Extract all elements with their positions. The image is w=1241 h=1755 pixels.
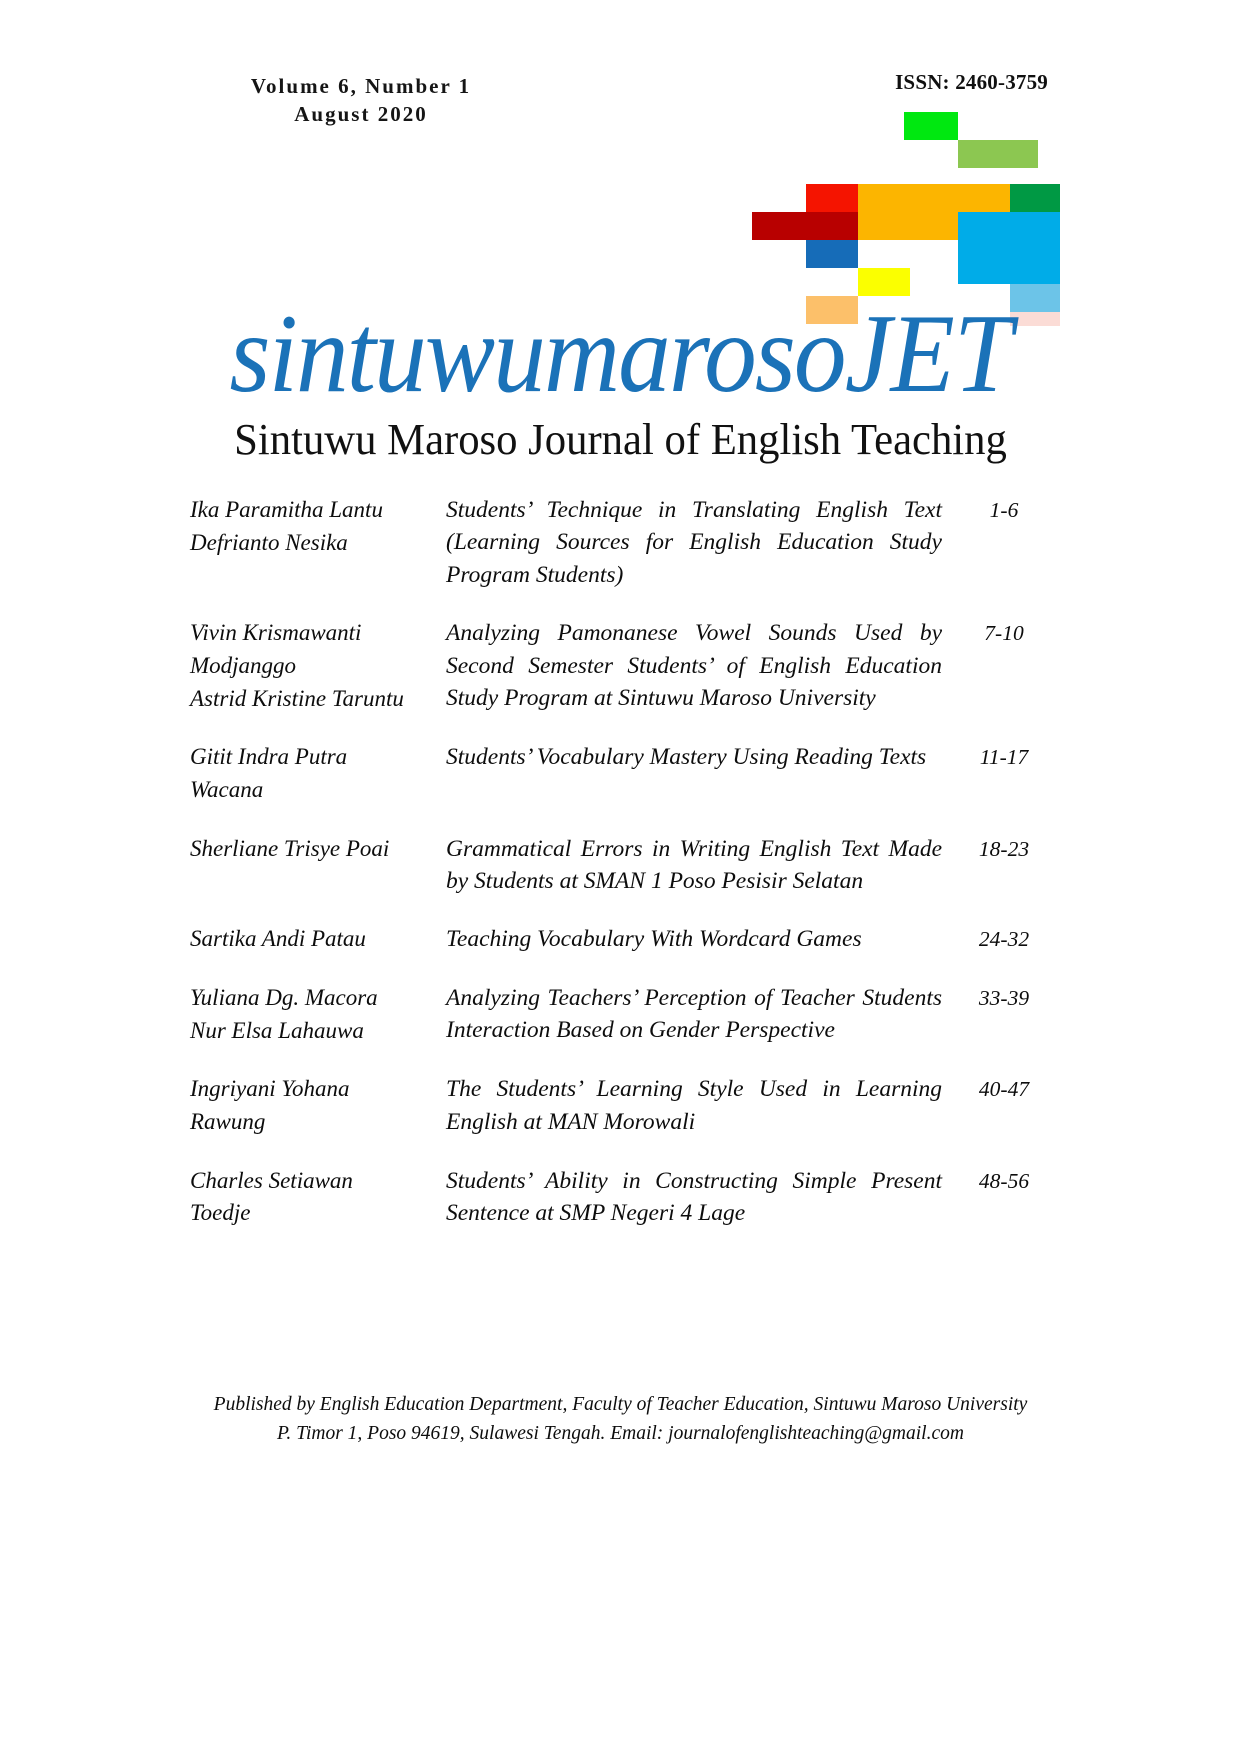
green-light-block	[958, 140, 1038, 168]
toc-entry-title[interactable]: Students’ Ability in Constructing Simple Present Sentence at SMP Negeri 4 Lage	[446, 1167, 942, 1227]
toc-entry-pages: 1-6	[989, 498, 1019, 522]
toc-entry-authors	[190, 617, 446, 715]
toc-entry-authors	[190, 1165, 446, 1230]
logotype-suffix: JET	[844, 292, 1012, 416]
toc-entry-authors	[190, 833, 446, 866]
toc-author-name: Yuliana Dg. Macora	[190, 985, 378, 1011]
toc-entry-pages: 48-56	[978, 1168, 1030, 1193]
table-of-contents	[190, 494, 1050, 1256]
publisher-footer	[0, 1390, 1241, 1449]
toc-entry[interactable]	[190, 617, 1050, 715]
toc-author-name: Sherliane Trisye Poai	[190, 835, 390, 861]
journal-logotype	[37, 292, 1204, 416]
toc-author-name: Modjanggo	[190, 652, 297, 678]
footer-publisher-line: Published by English Education Department, Faculty of Teacher Education, Sintuwu Maroso University	[213, 1394, 1028, 1415]
toc-entry[interactable]	[190, 741, 1050, 806]
toc-entry-title[interactable]: Teaching Vocabulary With Wordcard Games	[446, 926, 862, 953]
toc-author-name: Defrianto Nesika	[190, 529, 348, 555]
toc-entry-authors	[190, 982, 446, 1047]
orange-gold-block-2	[958, 184, 1010, 212]
toc-author-name: Ika Paramitha Lantu	[190, 497, 383, 522]
toc-entry-pages: 40-47	[978, 1077, 1030, 1102]
toc-entry-title[interactable]: The Students’ Learning Style Used in Learning English at MAN Morowali	[446, 1076, 942, 1135]
toc-entry-title[interactable]: Grammatical Errors in Writing English Text Made by Students at SMAN 1 Poso Pesisir Selatan	[446, 835, 942, 894]
toc-entry-authors	[190, 741, 446, 806]
red-bright-block	[806, 184, 858, 212]
toc-author-name: Wacana	[190, 776, 264, 802]
volume-number-line: Volume 6, Number 1	[250, 74, 472, 98]
blue-medium-block	[806, 240, 858, 268]
toc-author-name: Astrid Kristine Taruntu	[190, 685, 404, 711]
masthead	[0, 292, 1241, 464]
cyan-large-block	[958, 212, 1060, 284]
toc-entry-pages: 24-32	[978, 927, 1030, 952]
mosaic-logo-icon	[752, 112, 1060, 304]
toc-entry[interactable]	[190, 982, 1050, 1047]
toc-author-name: Charles Setiawan	[190, 1167, 353, 1193]
toc-entry-pages: 11-17	[979, 745, 1029, 770]
toc-author-name: Toedje	[190, 1200, 251, 1226]
issn-label: ISSN: 2460-3759	[895, 70, 1048, 94]
toc-entry[interactable]	[190, 1073, 1050, 1138]
issue-date-line: August 2020	[294, 102, 428, 127]
toc-entry-pages: 33-39	[978, 986, 1030, 1011]
green-bright-block	[904, 112, 958, 140]
toc-entry-authors	[190, 494, 446, 559]
red-dark-block	[752, 212, 858, 240]
volume-issue-block	[196, 72, 526, 129]
toc-entry-authors	[190, 1073, 446, 1138]
green-dark-block	[1010, 184, 1060, 212]
toc-author-name: Nur Elsa Lahauwa	[190, 1017, 364, 1043]
toc-entry-title[interactable]: Analyzing Pamonanese Vowel Sounds Used by Second Semester Students’ of English Education Study Program at Sintuwu Maroso University	[446, 620, 942, 712]
orange-gold-block	[858, 184, 958, 240]
logotype-main: sintuwumaroso	[229, 292, 845, 416]
toc-author-name: Ingriyani Yohana	[190, 1076, 350, 1102]
toc-entry[interactable]	[190, 833, 1050, 898]
toc-author-name: Rawung	[190, 1109, 266, 1135]
toc-entry[interactable]	[190, 923, 1050, 956]
journal-subtitle: Sintuwu Maroso Journal of English Teaching	[234, 415, 1007, 464]
toc-author-name: Vivin Krismawanti	[190, 620, 362, 646]
toc-entry-pages: 18-23	[978, 836, 1030, 861]
toc-entry-title[interactable]: Students’ Technique in Translating English Text (Learning Sources for English Education Study Program Students)	[446, 497, 942, 588]
toc-entry-title[interactable]: Students’ Vocabulary Mastery Using Reading Texts	[446, 744, 927, 771]
toc-entry-title[interactable]: Analyzing Teachers’ Perception of Teacher Students Interaction Based on Gender Perspective	[446, 985, 942, 1044]
toc-entry-authors	[190, 923, 446, 956]
toc-author-name: Gitit Indra Putra	[190, 744, 348, 770]
toc-entry[interactable]	[190, 494, 1050, 591]
toc-entry-pages: 7-10	[984, 621, 1024, 646]
toc-entry[interactable]	[190, 1165, 1050, 1230]
toc-author-name: Sartika Andi Patau	[190, 926, 366, 952]
footer-address-line: P. Timor 1, Poso 94619, Sulawesi Tengah. Email: journalofenglishteaching@gmail.com	[277, 1423, 964, 1445]
